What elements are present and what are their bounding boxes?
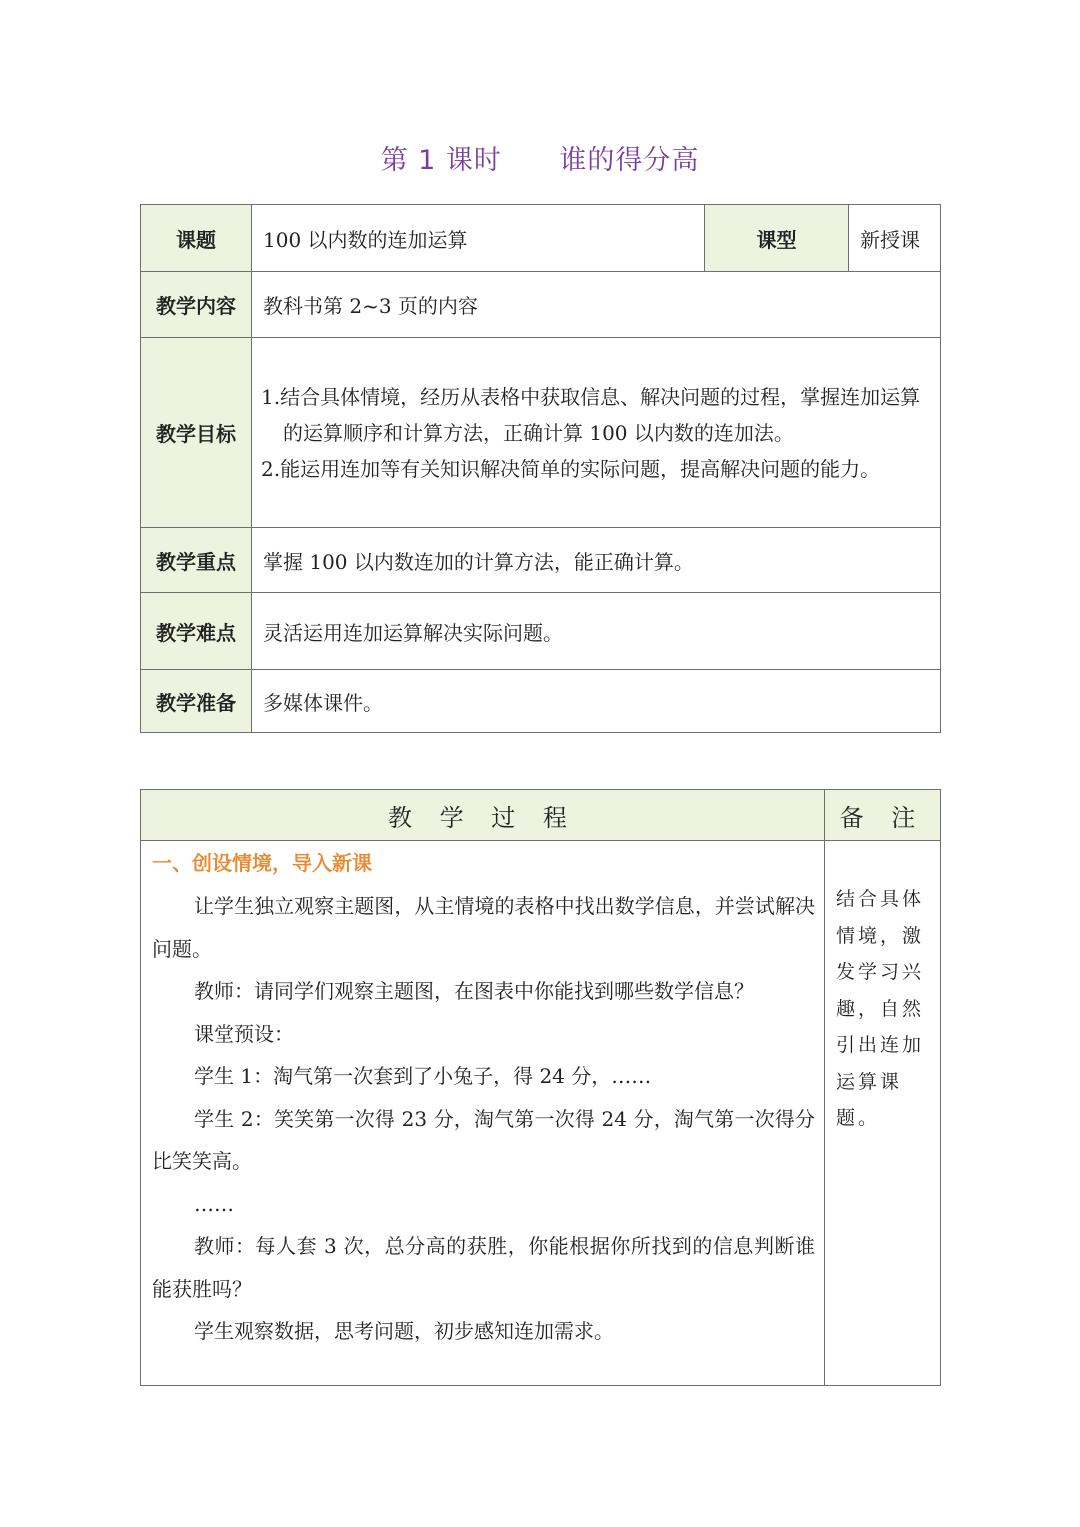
section-title: 一、创设情境，导入新课 — [152, 851, 372, 875]
key-value: 掌握 100 以内数连加的计算方法，能正确计算。 — [252, 528, 941, 593]
type-value: 新授课 — [849, 205, 941, 272]
process-paragraph: 学生 1：淘气第一次套到了小兔子，得 24 分，…… — [194, 1064, 652, 1088]
process-paragraph: 让学生独立观察主题图，从主情境的表格中找出数学信息，并尝试解决问题。 — [152, 894, 815, 961]
page-title: 第 1 课时 谁的得分高 — [380, 145, 700, 176]
content-row — [141, 272, 941, 338]
process-paragraph: 学生观察数据，思考问题，初步感知连加需求。 — [194, 1319, 614, 1343]
note-header: 备 注 — [825, 790, 941, 841]
goal-item-1: 1.结合具体情境，经历从表格中获取信息、解决问题的过程，掌握连加运算的运算顺序和计算方法，正确计算 100 以内数的连加法。 — [261, 384, 921, 445]
process-header-row — [141, 790, 941, 841]
goal-item-2: 2.能运用连加等有关知识解决简单的实际问题，提高解决问题的能力。 — [261, 456, 881, 481]
process-header: 教 学 过 程 — [141, 790, 825, 841]
topic-value: 100 以内数的连加运算 — [252, 205, 705, 272]
difficulty-row — [141, 593, 941, 670]
process-paragraph: 学生 2：笑笑第一次得 23 分，淘气第一次得 24 分，淘气第一次得分比笑笑高。 — [152, 1106, 815, 1173]
process-paragraph: 教师：请同学们观察主题图，在图表中你能找到哪些数学信息？ — [194, 979, 754, 1003]
teaching-process-table — [140, 789, 941, 1386]
goal-label: 教学目标 — [141, 338, 252, 528]
topic-label: 课题 — [141, 205, 252, 272]
content-label: 教学内容 — [141, 272, 252, 338]
note-text: 结合具体情境，激发学习兴趣，自然引出连加运算课题。 — [825, 841, 941, 1386]
process-paragraph: …… — [194, 1191, 234, 1216]
process-paragraph: 课堂预设： — [194, 1021, 294, 1046]
prep-row — [141, 670, 941, 733]
process-body — [141, 841, 825, 1386]
prep-value: 多媒体课件。 — [252, 670, 941, 733]
difficulty-value: 灵活运用连加运算解决实际问题。 — [252, 593, 941, 670]
key-label: 教学重点 — [141, 528, 252, 593]
key-row — [141, 528, 941, 593]
process-body-row — [141, 841, 941, 1386]
goals-row — [141, 338, 941, 528]
goals-cell — [252, 338, 941, 528]
prep-label: 教学准备 — [141, 670, 252, 733]
lesson-info-table — [140, 204, 941, 733]
type-label: 课型 — [705, 205, 849, 272]
topic-row — [141, 205, 941, 272]
process-paragraph: 教师：每人套 3 次，总分高的获胜，你能根据你所找到的信息判断谁能获胜吗？ — [152, 1234, 815, 1301]
content-value: 教科书第 2~3 页的内容 — [252, 272, 941, 338]
difficulty-label: 教学难点 — [141, 593, 252, 670]
